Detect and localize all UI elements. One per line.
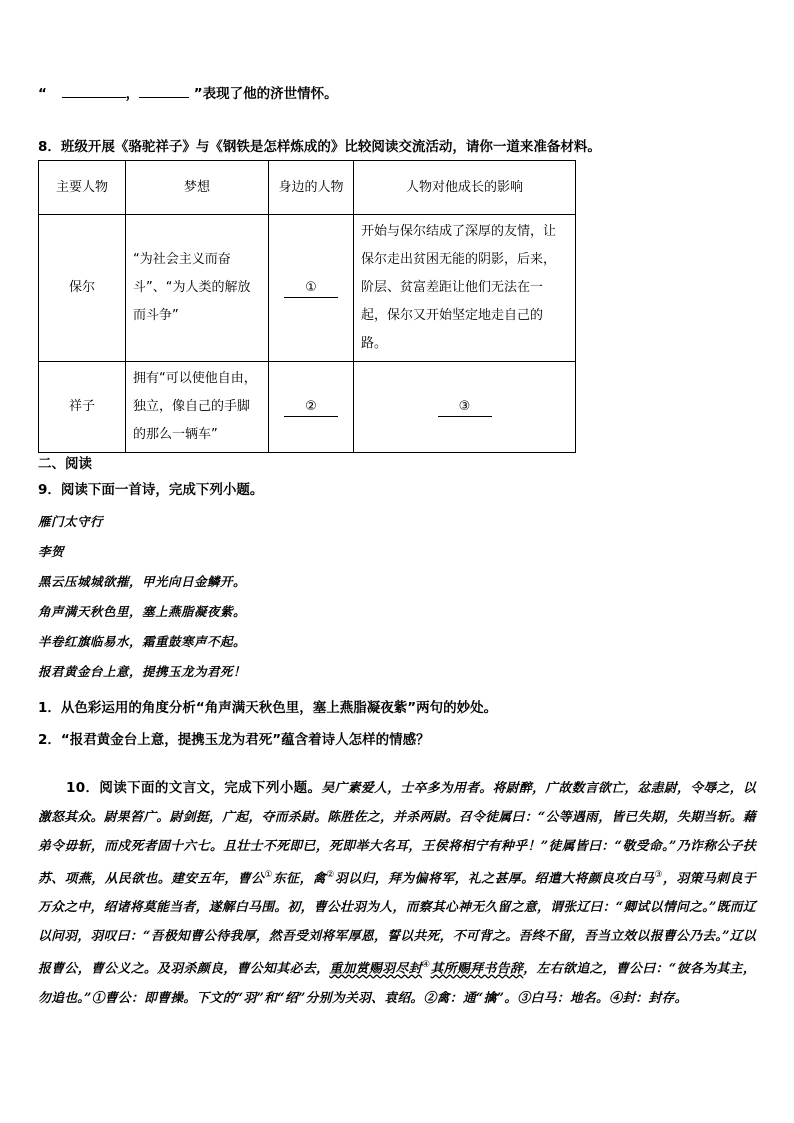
answer-blank-circle-1[interactable]: ① (284, 279, 338, 298)
passage-text: 吴广素爱人，士卒多为用者。将尉醉，广故数言欲亡，忿恚尉，令辱之，以激怒其众。尉果笞广。尉剑挺，广起，夺而杀尉。陈胜佐之，并杀两尉。召令徒属曰：“公等遇雨，皆已失期，失期当斩。藉弟令毋斩，而戍死者固十六七。且壮士不死即已，死即举大名耳，王侯将相宁有种乎！”徒属皆曰：“敬受命。”乃诈称公子扶苏、项燕，从民欲也。建安五年，曹公 (38, 781, 756, 887)
header-cell: 梦想 (126, 161, 269, 215)
q10-passage (38, 774, 756, 1013)
header-cell: 主要人物 (39, 161, 126, 215)
cell-name: 祥子 (39, 362, 126, 453)
q7-tail-line (38, 82, 764, 102)
cell-name: 保尔 (39, 215, 126, 362)
passage-text: 羽以归，拜为偏将军，礼之甚厚。绍遣大将颜良攻白马 (334, 871, 655, 887)
footnotes: ①曹公：即曹操。下文的“羽”和“绍”分别为关羽、袁绍。②禽：通“擒”。③白马：地名。④封：封存。 (91, 990, 688, 1006)
q10-prompt: 10．阅读下面的文言文，完成下列小题。 (66, 780, 322, 796)
cell-dream: 拥有“可以使他自由，独立，像自己的手脚的那么一辆车” (126, 362, 269, 453)
header-cell: 人物对他成长的影响 (354, 161, 576, 215)
q7-tail-text: ”表现了他的济世情怀。 (193, 86, 338, 102)
q9-sub-question-1: 1．从色彩运用的角度分析“角声满天秋色里，塞上燕脂凝夜紫”两句的妙处。 (38, 700, 498, 716)
cell-influence[interactable] (354, 362, 576, 453)
poem-line: 半卷红旗临易水，霜重鼓寒声不起。 (38, 634, 247, 649)
footnote-marker: ③ (654, 870, 663, 880)
passage-text: ，羽策马刺良于万众之中，绍诸将莫能当者，遂解白马围。初，曹公壮羽为人，而察其心神无久留之意，谓张辽曰：“卿试以情问之。”既而辽以问羽，羽叹曰：“吾极知曹公待我厚，然吾受刘将军厚恩，誓以共死，不可背之。吾终不留，吾当立效以报曹公乃去。”辽以报曹公，曹公义之。及羽杀颜良，曹公知其必去， (38, 871, 756, 977)
cell-influence: 开始与保尔结成了深厚的友情，让保尔走出贫困无能的阴影，后来，阶层、贫富差距让他们无法在一起，保尔又开始坚定地走自己的路。 (354, 215, 576, 362)
passage-text: 东征，禽 (272, 871, 327, 887)
passage-text: ，左右欲追之，曹公曰：“彼各为其主，勿追也。” (38, 961, 756, 1006)
wavy-underlined-text: 其所赐拜书告辞 (430, 961, 524, 977)
wavy-underlined-text: 重加赏赐羽尽封 (329, 961, 423, 977)
answer-blank-1[interactable] (62, 85, 126, 98)
footnote-marker: ① (264, 870, 273, 880)
poem-line: 角声满天秋色里，塞上燕脂凝夜紫。 (38, 604, 247, 619)
comparison-table (38, 160, 576, 453)
poem-line: 报君黄金台上意，提携玉龙为君死！ (38, 664, 247, 679)
header-cell: 身边的人物 (269, 161, 354, 215)
q9-sub-question-2: 2．“报君黄金台上意，提携玉龙为君死”蕴含着诗人怎样的情感？ (38, 732, 430, 748)
blank-separator: ， (125, 86, 140, 102)
cell-people[interactable] (269, 215, 354, 362)
footnote-marker: ④ (422, 960, 431, 971)
cell-people[interactable] (269, 362, 354, 453)
answer-blank-circle-2[interactable]: ② (284, 398, 338, 417)
poem-title: 雁门太守行 (38, 514, 104, 529)
table-header-row (39, 161, 576, 215)
answer-blank-2[interactable] (139, 85, 189, 98)
section-title: 二、阅读 (38, 456, 92, 472)
table-row (39, 215, 576, 362)
cell-dream: “为社会主义而奋斗”、“为人类的解放而斗争” (126, 215, 269, 362)
open-quote: “ (38, 86, 47, 102)
answer-blank-circle-3[interactable]: ③ (438, 398, 492, 417)
footnote-marker: ② (326, 870, 335, 880)
poem-line: 黑云压城城欲摧，甲光向日金鳞开。 (38, 574, 247, 589)
q8-prompt: 8．班级开展《骆驼祥子》与《钢铁是怎样炼成的》比较阅读交流活动，请你一道来准备材料。 (38, 139, 601, 155)
poem-author: 李贺 (38, 544, 65, 559)
q9-prompt: 9．阅读下面一首诗，完成下列小题。 (38, 482, 264, 498)
table-row (39, 362, 576, 453)
